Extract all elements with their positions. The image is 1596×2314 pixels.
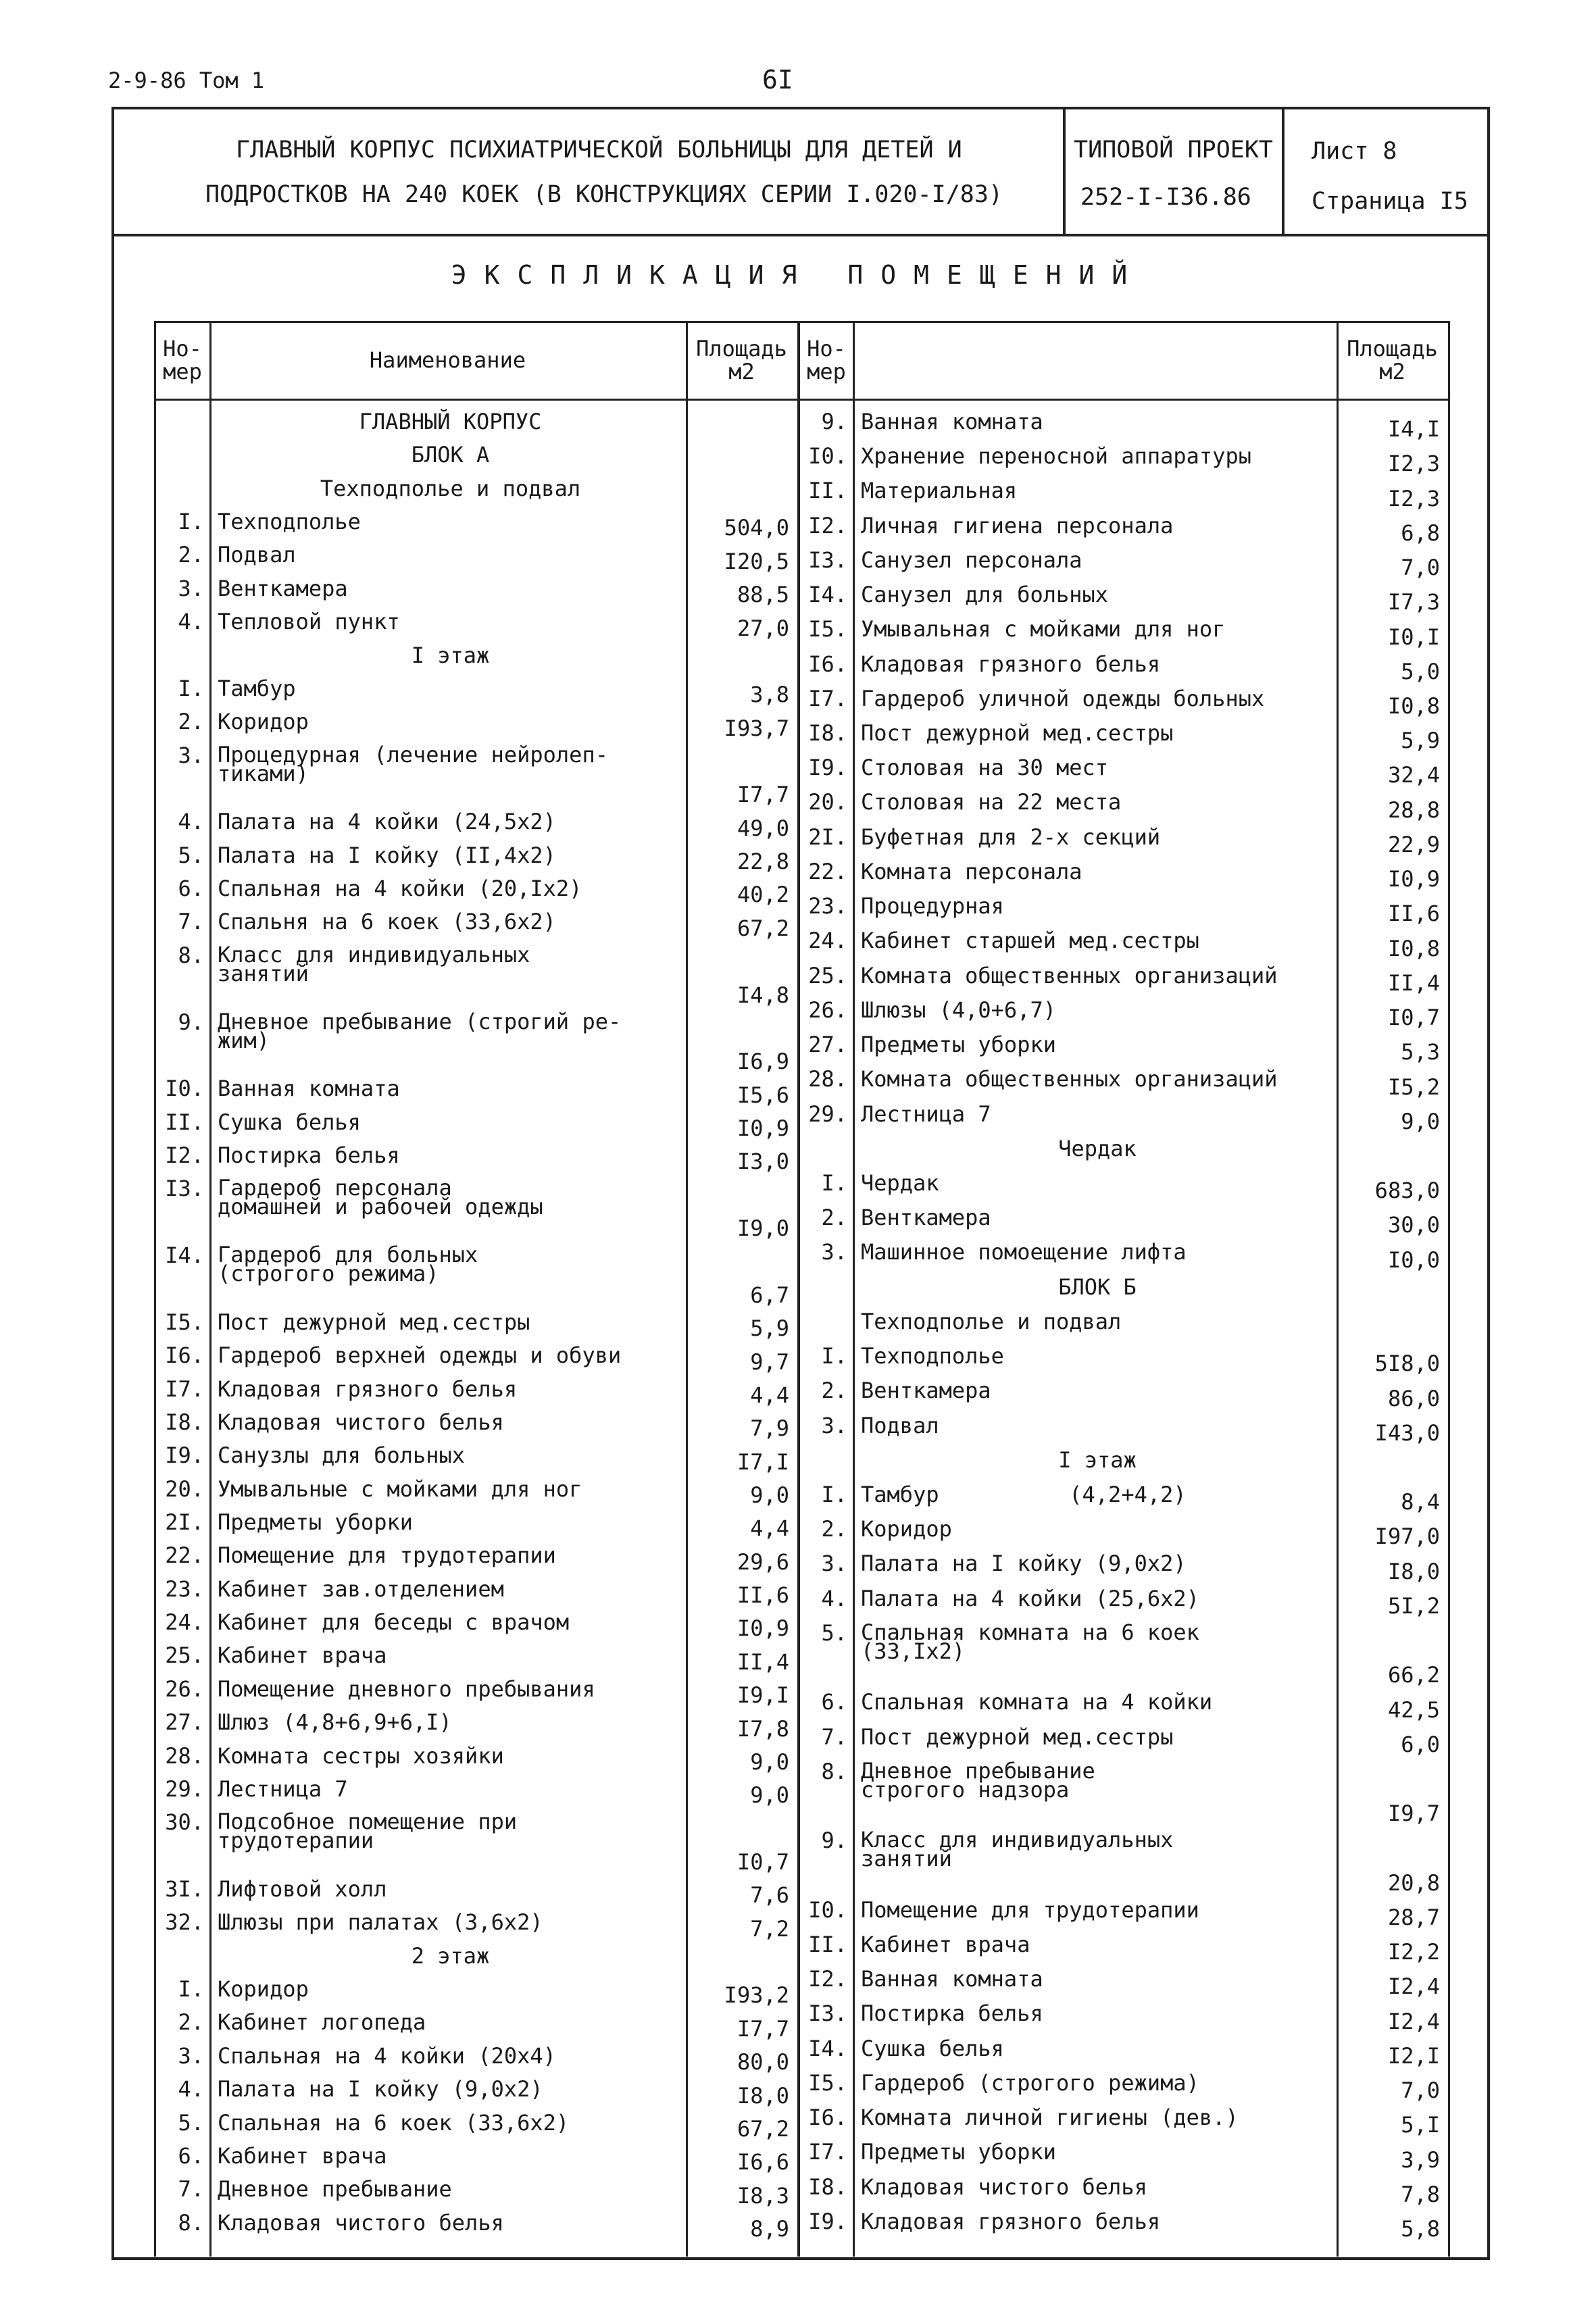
room-name: Спальня на 6 коек (33,6х2) — [218, 909, 556, 935]
column-divider-middle — [797, 321, 800, 2257]
room-name: Комната сестры хозяйки — [218, 1742, 504, 1769]
room-area: 7,0 — [1401, 2078, 1440, 2104]
room-area: 6,8 — [1401, 520, 1440, 546]
column-divider — [853, 321, 855, 2257]
room-name: Пост дежурной мед.сестры — [218, 1309, 530, 1335]
column-divider — [1448, 321, 1450, 2257]
room-name: Помещение для трудотерапии — [218, 1542, 556, 1569]
row-number: 6. — [178, 2142, 204, 2169]
room-area: 5,I — [1401, 2112, 1440, 2138]
room-name: Кабинет зав.отделением — [218, 1576, 504, 1602]
row-number: I. — [821, 1343, 847, 1369]
room-name: Санузел для больных — [861, 582, 1109, 608]
section-heading: Чердак — [1058, 1135, 1137, 1161]
room-name: Спальная комната на 6 коек (33,Iх2) — [861, 1619, 1199, 1664]
room-area: 6,7 — [750, 1282, 789, 1308]
row-number: I5. — [165, 1309, 204, 1335]
room-name: Буфетная для 2-х секций — [861, 824, 1161, 850]
room-name: Постирка белья — [218, 1142, 400, 1168]
row-number: I9. — [165, 1442, 204, 1469]
row-number: I8. — [165, 1409, 204, 1435]
room-area: I7,7 — [737, 782, 789, 808]
room-name: Пост дежурной мед.сестры — [861, 720, 1174, 747]
room-name: Тамбур — [218, 675, 296, 701]
room-name: Спальная на 4 койки (20х4) — [218, 2042, 556, 2069]
room-area: I43,0 — [1374, 1419, 1440, 1446]
row-number: I2. — [808, 1966, 847, 1992]
room-area: 5,3 — [1401, 1039, 1440, 1065]
row-number: 2. — [178, 2009, 204, 2036]
row-number: 3. — [821, 1412, 847, 1438]
room-area: I6,9 — [737, 1049, 789, 1075]
room-name: Кабинет для беседы с врачом — [218, 1609, 570, 1636]
row-number: 5. — [178, 2109, 204, 2136]
room-name: Венткамера — [861, 1378, 991, 1404]
row-number: II. — [808, 478, 847, 504]
room-area: 9,0 — [750, 1782, 789, 1809]
room-name: Техподполье и подвал — [861, 1308, 1122, 1334]
room-area: 32,4 — [1387, 762, 1440, 788]
room-area: 28,7 — [1387, 1904, 1440, 1930]
row-number: 3. — [821, 1239, 847, 1265]
room-area: 7,6 — [750, 1882, 789, 1909]
row-number: I6. — [808, 651, 847, 677]
room-name: Чердак — [861, 1169, 939, 1196]
room-name: Умывальные с мойками для ног — [218, 1476, 582, 1502]
room-name: Материальная — [861, 478, 1018, 504]
room-name: Помещение для трудотерапии — [861, 1896, 1199, 1923]
room-area: I2,3 — [1387, 485, 1440, 511]
row-number: 8. — [178, 2209, 204, 2236]
room-name: Сушка белья — [218, 1109, 361, 1135]
row-number: 26. — [165, 1676, 204, 1702]
row-number: I3. — [808, 547, 847, 573]
row-number: 26. — [808, 997, 847, 1023]
room-area: I8,3 — [737, 2182, 789, 2209]
room-area: II,6 — [737, 1582, 789, 1609]
room-name: Венткамера — [218, 575, 348, 601]
section-heading: Техподполье и подвал — [320, 475, 581, 501]
row-number: 5. — [821, 1619, 847, 1646]
room-name: Кладовая грязного белья — [861, 651, 1161, 677]
room-name: Палата на I койку (9,0х2) — [861, 1551, 1187, 1577]
room-area: 22,8 — [737, 849, 789, 875]
room-area: I9,0 — [737, 1215, 789, 1242]
room-area: 9,0 — [750, 1482, 789, 1508]
room-area: I9,I — [737, 1682, 789, 1709]
room-name: Предметы уборки — [861, 2139, 1056, 2165]
column-divider — [209, 321, 211, 2257]
row-number: 28. — [165, 1742, 204, 1769]
row-number: I9. — [808, 2208, 847, 2234]
row-number: 7. — [178, 909, 204, 935]
room-name: Шлюзы при палатах (3,6х2) — [218, 1909, 543, 1936]
room-name: Умывальная с мойками для ног — [861, 616, 1226, 643]
room-name: Коридор — [218, 1976, 309, 2003]
row-number: 5. — [178, 842, 204, 868]
room-area: I7,7 — [737, 2015, 789, 2042]
row-number: 4. — [821, 1585, 847, 1611]
room-name: Помещение дневного пребывания — [218, 1676, 595, 1702]
room-area: I2,4 — [1387, 1973, 1440, 2000]
room-name: Класс для индивидуальных занятий — [218, 941, 530, 986]
room-name: Подвал — [861, 1412, 939, 1438]
row-number: 9. — [178, 1009, 204, 1035]
row-number: I8. — [808, 720, 847, 747]
project-code: 252-I-I36.86 — [1080, 184, 1251, 211]
room-name: Процедурная (лечение нейролеп- тиками) — [218, 741, 608, 786]
row-number: I8. — [808, 2173, 847, 2200]
room-name: Шлюз (4,8+6,9+6,I) — [218, 1709, 452, 1736]
room-name: Кладовая грязного белья — [218, 1376, 518, 1402]
row-number: I3. — [165, 1176, 204, 1202]
row-number: 4. — [178, 809, 204, 835]
row-number: 27. — [165, 1709, 204, 1736]
section-heading: I этаж — [1058, 1447, 1137, 1473]
room-area: II,6 — [1387, 901, 1440, 927]
room-name: Коридор — [861, 1516, 952, 1542]
room-area: 67,2 — [737, 915, 789, 941]
table-heading: ЭКСПЛИКАЦИЯ ПОМЕЩЕНИЙ — [451, 260, 1145, 290]
room-name: Класс для индивидуальных занятий — [861, 1827, 1174, 1872]
room-name: Дневное пребывание (строгий ре- жим) — [218, 1008, 622, 1053]
row-number: 2. — [821, 1516, 847, 1542]
row-number: I6. — [808, 2105, 847, 2131]
row-number: I4. — [808, 582, 847, 608]
row-number: 8. — [178, 942, 204, 968]
room-name: Постирка белья — [861, 2001, 1043, 2027]
room-name: Кабинет старшей мед.сестры — [861, 928, 1199, 954]
row-number: 8. — [821, 1758, 847, 1784]
room-area: I6,6 — [737, 2149, 789, 2175]
room-area: 40,2 — [737, 882, 789, 908]
row-number: 6. — [178, 876, 204, 902]
room-name: Тепловой пункт — [218, 609, 400, 635]
row-number: I4. — [808, 2035, 847, 2061]
row-number: 7. — [821, 1724, 847, 1750]
room-area: 5,8 — [1401, 2216, 1440, 2242]
row-number: 29. — [808, 1101, 847, 1127]
row-number: I7. — [808, 685, 847, 711]
row-number: I3. — [808, 2001, 847, 2027]
row-number: II. — [808, 1931, 847, 1957]
room-area: 86,0 — [1387, 1385, 1440, 1411]
row-number: 2I. — [165, 1509, 204, 1535]
room-area: 5I,2 — [1387, 1592, 1440, 1619]
row-number: 3. — [178, 2042, 204, 2069]
room-name: Лифтовой холл — [218, 1876, 387, 1902]
room-area: I8,0 — [737, 2082, 789, 2109]
room-area: I0,9 — [737, 1115, 789, 1141]
section-heading: БЛОК Б — [1058, 1274, 1137, 1300]
room-name: Комната общественных организаций — [861, 1066, 1278, 1092]
room-area: 683,0 — [1374, 1178, 1440, 1204]
room-name: Гардероб персонала домашней и рабочей одежды — [218, 1175, 543, 1220]
room-area: I5,2 — [1387, 1074, 1440, 1100]
room-area: 6,0 — [1401, 1731, 1440, 1757]
room-area: I0,9 — [1387, 866, 1440, 892]
room-area: 3,8 — [750, 682, 789, 708]
room-area: I2,4 — [1387, 2008, 1440, 2034]
room-area: I8,0 — [1387, 1558, 1440, 1584]
room-name: Пост дежурной мед.сестры — [861, 1724, 1174, 1750]
row-number: I4. — [165, 1242, 204, 1269]
room-name: Кладовая чистого белья — [218, 2209, 504, 2236]
room-name: Гардероб уличной одежды больных — [861, 685, 1265, 711]
room-area: 49,0 — [737, 815, 789, 841]
room-area: 5,0 — [1401, 658, 1440, 684]
row-number: 20. — [808, 789, 847, 815]
row-number: I. — [821, 1482, 847, 1508]
room-name: Предметы уборки — [218, 1509, 413, 1535]
room-area: 22,9 — [1387, 831, 1440, 857]
room-name: Лестница 7 — [218, 1776, 348, 1802]
row-number: 3. — [178, 575, 204, 601]
room-area: 9,0 — [1401, 1108, 1440, 1134]
room-area: I2,I — [1387, 2042, 1440, 2069]
row-number: 2. — [178, 542, 204, 568]
room-area: I9,7 — [1387, 1801, 1440, 1827]
row-number: 30. — [165, 1809, 204, 1836]
room-name: Санузел персонала — [861, 547, 1082, 573]
room-area: 7,8 — [1401, 2181, 1440, 2207]
room-area: I2,2 — [1387, 1939, 1440, 1965]
room-name: Дневное пребывание — [218, 2176, 452, 2203]
row-number: 4. — [178, 609, 204, 635]
row-number: I. — [178, 1976, 204, 2003]
room-area: 5,9 — [750, 1315, 789, 1342]
room-name: Палата на I койку (II,4х2) — [218, 842, 556, 868]
room-area: 28,8 — [1387, 797, 1440, 823]
room-area: 20,8 — [1387, 1869, 1440, 1896]
title-line-1: ГЛАВНЫЙ КОРПУС ПСИХИАТРИЧЕСКОЙ БОЛЬНИЦЫ ДЛЯ ДЕТЕЙ И — [236, 136, 962, 164]
room-area: 5I8,0 — [1374, 1351, 1440, 1377]
room-name: Кабинет врача — [218, 1642, 387, 1669]
row-number: 2I. — [808, 824, 847, 850]
room-name: Палата на 4 койки (24,5х2) — [218, 809, 556, 835]
room-area: 42,5 — [1387, 1696, 1440, 1723]
room-area: 80,0 — [737, 2049, 789, 2076]
room-area: I0,9 — [737, 1615, 789, 1642]
room-name: Кладовая чистого белья — [861, 2173, 1147, 2200]
row-number: I0. — [808, 443, 847, 470]
room-area: 66,2 — [1387, 1662, 1440, 1688]
room-area: I20,5 — [724, 548, 789, 574]
header-area-right: Площадь м2 — [1347, 335, 1438, 384]
room-area: 4,4 — [750, 1515, 789, 1542]
room-area: 9,7 — [750, 1349, 789, 1375]
room-name: Личная гигиена персонала — [861, 512, 1174, 538]
room-name: Хранение переносной аппаратуры — [861, 443, 1251, 470]
room-area: 27,0 — [737, 615, 789, 641]
room-area: 7,2 — [750, 1915, 789, 1942]
room-name: Палата на I койку (9,0х2) — [218, 2076, 543, 2103]
section-heading: БЛОК А — [411, 442, 490, 468]
header-number-left: Но- мер — [163, 335, 202, 384]
room-name: Кабинет врача — [861, 1931, 1030, 1957]
row-number: 2. — [178, 709, 204, 735]
room-area: I7,8 — [737, 1715, 789, 1742]
sheet-number: Лист 8 — [1312, 138, 1397, 165]
room-name: Ванная комната — [861, 409, 1043, 434]
row-number: 25. — [165, 1642, 204, 1669]
section-heading: ГЛАВНЫЙ КОРПУС — [359, 409, 542, 434]
room-name: Венткамера — [861, 1205, 991, 1231]
room-area: I0,0 — [1387, 1247, 1440, 1273]
room-area: II,4 — [1387, 970, 1440, 996]
room-area: I5,6 — [737, 1082, 789, 1108]
room-area: 5,9 — [1401, 728, 1440, 754]
room-name: Кладовая грязного белья — [861, 2208, 1161, 2234]
room-name: Санузлы для больных — [218, 1442, 466, 1469]
room-name: Гардероб для больных (строгого режима) — [218, 1242, 478, 1287]
room-name: Процедурная — [861, 893, 1004, 920]
header-bottom-border — [154, 399, 1448, 401]
room-name: Ванная комната — [861, 1966, 1043, 1992]
row-number: 29. — [165, 1776, 204, 1802]
row-number: I. — [821, 1169, 847, 1196]
room-name: Комната персонала — [861, 858, 1082, 884]
header-number-right: Но- мер — [807, 335, 846, 384]
row-number: I7. — [165, 1376, 204, 1402]
row-number: 24. — [165, 1609, 204, 1636]
row-number: I2. — [808, 512, 847, 538]
table-top-border — [154, 321, 1448, 323]
row-number: 3I. — [165, 1876, 204, 1902]
room-name: Палата на 4 койки (25,6х2) — [861, 1585, 1199, 1611]
row-number: I5. — [808, 616, 847, 643]
room-name: Столовая на 30 мест — [861, 755, 1109, 781]
room-name: Машинное помоещение лифта — [861, 1239, 1187, 1265]
room-area: I4,8 — [737, 982, 789, 1008]
room-name: Спальная на 4 койки (20,Iх2) — [218, 876, 582, 902]
room-area: I93,7 — [724, 715, 789, 741]
room-name: Предметы уборки — [861, 1032, 1056, 1058]
room-area: I7,I — [737, 1449, 789, 1475]
title-line-2: ПОДРОСТКОВ НА 240 КОЕК (В КОНСТРУКЦИЯХ СЕРИИ I.020-I/83) — [205, 181, 1003, 208]
row-number: 6. — [821, 1689, 847, 1715]
header-area-left: Площадь м2 — [696, 335, 787, 384]
room-area: I0,7 — [737, 1849, 789, 1875]
room-area: 7,0 — [1401, 555, 1440, 581]
room-name: Кабинет врача — [218, 2142, 387, 2169]
room-name: Гардероб (строгого режима) — [861, 2069, 1199, 2096]
document-code: 2-9-86 Том 1 — [108, 68, 265, 93]
section-heading: 2 этаж — [411, 1942, 490, 1969]
row-number: 7. — [178, 2176, 204, 2203]
room-area: I7,3 — [1387, 589, 1440, 615]
room-name: Тамбур (4,2+4,2) — [861, 1482, 1187, 1508]
room-name: Подсобное помещение при трудотерапии — [218, 1809, 518, 1854]
room-name: Коридор — [218, 709, 309, 735]
room-area: I0,I — [1387, 624, 1440, 650]
room-name: Спальная комната на 4 койки — [861, 1689, 1213, 1715]
row-number: II. — [165, 1109, 204, 1135]
row-number: 32. — [165, 1909, 204, 1936]
room-area: I93,2 — [724, 1982, 789, 2009]
room-area: 9,0 — [750, 1749, 789, 1775]
room-area: II,4 — [737, 1649, 789, 1675]
page-label: Страница I5 — [1312, 188, 1468, 215]
row-number: I. — [178, 675, 204, 701]
row-number: 9. — [821, 409, 847, 434]
row-number: 4. — [178, 2076, 204, 2103]
room-name: Техподполье — [861, 1343, 1004, 1369]
project-label: ТИПОВОЙ ПРОЕКТ — [1074, 136, 1274, 164]
room-area: 88,5 — [737, 582, 789, 608]
room-name: Шлюзы (4,0+6,7) — [861, 997, 1056, 1023]
room-name: Кабинет логопеда — [218, 2009, 426, 2036]
room-area: 4,4 — [750, 1382, 789, 1408]
row-number: 24. — [808, 928, 847, 954]
room-name: Спальная на 6 коек (33,6х2) — [218, 2109, 570, 2136]
room-name: Кладовая чистого белья — [218, 1409, 504, 1435]
room-name: Столовая на 22 места — [861, 789, 1122, 815]
room-area: I0,7 — [1387, 1005, 1440, 1031]
room-area: 8,9 — [750, 2216, 789, 2242]
room-area: I2,3 — [1387, 451, 1440, 477]
room-area: 504,0 — [724, 515, 789, 541]
room-area: I97,0 — [1374, 1524, 1440, 1550]
room-area: 67,2 — [737, 2115, 789, 2142]
room-area: 30,0 — [1387, 1212, 1440, 1238]
room-name: Ванная комната — [218, 1076, 400, 1102]
row-number: 27. — [808, 1032, 847, 1058]
row-number: 22. — [165, 1542, 204, 1569]
row-number: I. — [178, 509, 204, 535]
row-number: I5. — [808, 2069, 847, 2096]
row-number: 20. — [165, 1476, 204, 1502]
room-name: Сушка белья — [861, 2035, 1004, 2061]
row-number: I9. — [808, 755, 847, 781]
room-area: I4,I — [1387, 416, 1440, 443]
row-number: 22. — [808, 858, 847, 884]
row-number: 3. — [821, 1551, 847, 1577]
row-number: I0. — [808, 1896, 847, 1923]
row-number: 28. — [808, 1066, 847, 1092]
section-heading: I этаж — [411, 642, 490, 668]
room-area: I0,8 — [1387, 935, 1440, 961]
room-name: Лестница 7 — [861, 1101, 991, 1127]
room-name: Подвал — [218, 542, 296, 568]
room-area: 29,6 — [737, 1549, 789, 1575]
row-number: I2. — [165, 1142, 204, 1168]
room-area: 3,9 — [1401, 2146, 1440, 2173]
row-number: 2. — [821, 1205, 847, 1231]
room-name: Гардероб верхней одежды и обуви — [218, 1342, 622, 1369]
room-area: I0,8 — [1387, 693, 1440, 720]
room-name: Комната личной гигиены (дев.) — [861, 2105, 1239, 2131]
row-number: 9. — [821, 1828, 847, 1854]
row-number: 25. — [808, 962, 847, 988]
row-number: I7. — [808, 2139, 847, 2165]
room-name: Техподполье — [218, 509, 361, 535]
row-number: 23. — [808, 893, 847, 920]
row-number: 3. — [178, 742, 204, 768]
room-area: 8,4 — [1401, 1489, 1440, 1515]
room-area: 7,9 — [750, 1415, 789, 1442]
row-number: I6. — [165, 1342, 204, 1369]
row-number: I0. — [165, 1076, 204, 1102]
page-number: 6I — [762, 65, 793, 95]
row-number: 23. — [165, 1576, 204, 1602]
room-area: I3,0 — [737, 1149, 789, 1175]
header-name-left: Наименование — [369, 347, 526, 373]
room-name: Комната общественных организаций — [861, 962, 1278, 988]
room-name: Дневное пребывание строгого надзора — [861, 1757, 1095, 1803]
row-number: 2. — [821, 1378, 847, 1404]
